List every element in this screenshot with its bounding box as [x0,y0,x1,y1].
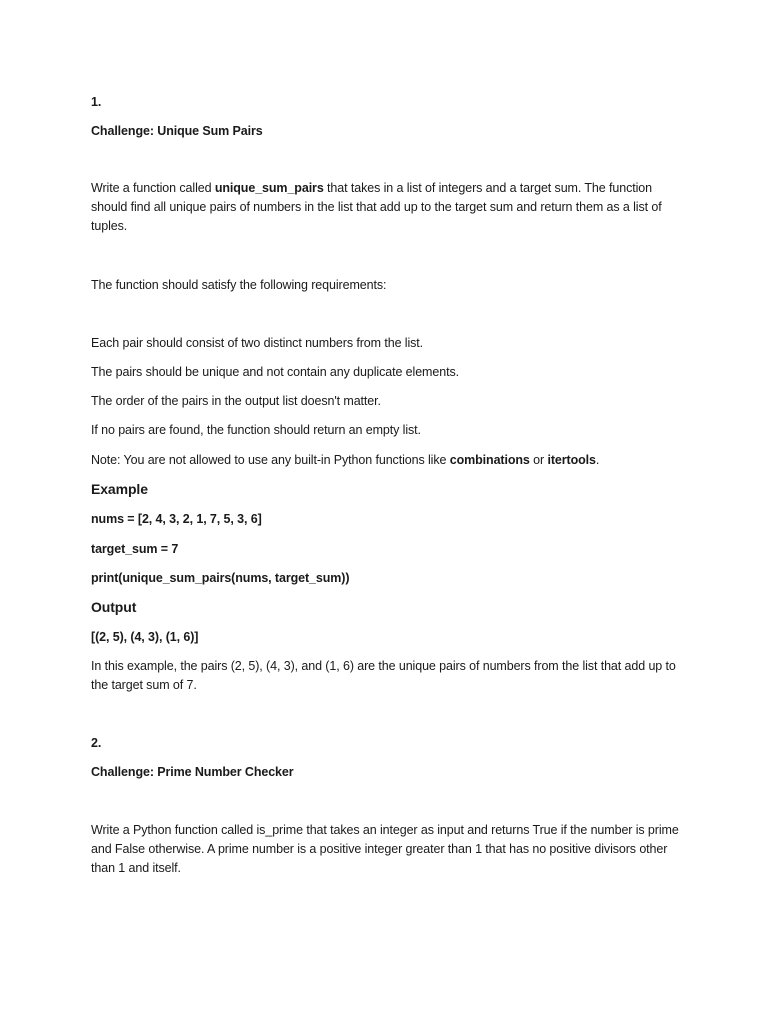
section-2-number: 2. [91,736,102,750]
intro-text-pre: Write a function called [91,181,215,195]
output-heading: Output [91,599,137,615]
section-1-title: Challenge: Unique Sum Pairs [91,124,263,138]
section-2-intro: Write a Python function called is_prime that takes an integer as input and returns True if the number is prime and False otherwise. A prime number is a positive integer greater than 1 that has no positive divisors other than 1 and itself. [91,823,679,875]
function-name-unique-sum-pairs: unique_sum_pairs [214,181,324,195]
code-line: target_sum = 7 [91,542,179,556]
example-heading: Example [91,481,148,497]
requirement-item: The order of the pairs in the output list doesn't matter. [91,394,381,408]
intro-text-post: that takes in a list of integers and a target sum. The function should find all unique pairs of numbers in the list that add up to the target sum and return them as a list of tuples. [91,181,662,233]
note-paragraph [91,451,681,470]
section-1-intro [91,179,681,236]
code-line: nums = [2, 4, 3, 2, 1, 7, 5, 3, 6] [91,512,262,526]
section-1-number: 1. [91,95,102,109]
output-value: [(2, 5), (4, 3), (1, 6)] [91,630,199,644]
code-line: print(unique_sum_pairs(nums, target_sum)) [91,571,350,585]
example-explanation: In this example, the pairs (2, 5), (4, 3), and (1, 6) are the unique pairs of numbers from the list that add up to the target sum of 7. [91,659,676,692]
requirement-item: If no pairs are found, the function should return an empty list. [91,423,421,437]
section-2-title: Challenge: Prime Number Checker [91,765,294,779]
note-keyword-combinations: combinations [449,453,530,467]
note-keyword-itertools: itertools [547,453,596,467]
note-text-mid: or [529,453,548,467]
note-text-post: . [595,453,600,467]
note-text-pre: Note: You are not allowed to use any built-in Python functions like [91,453,450,467]
requirement-item: Each pair should consist of two distinct numbers from the list. [91,336,424,350]
requirements-lead: The function should satisfy the following requirements: [91,278,387,292]
requirement-item: The pairs should be unique and not contain any duplicate elements. [91,365,459,379]
